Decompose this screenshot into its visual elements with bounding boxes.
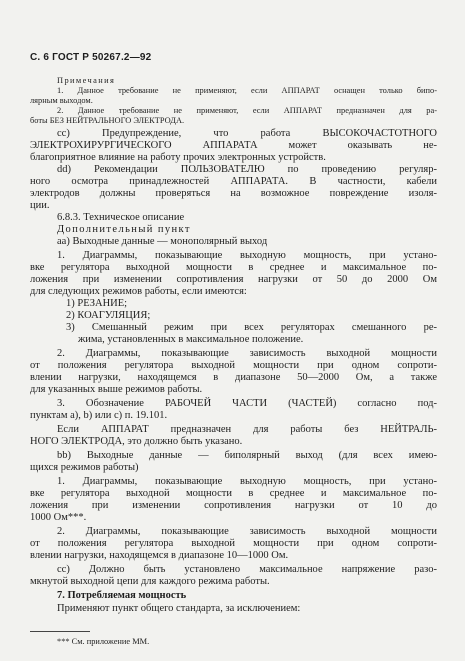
aa-point-2-line-1: 2. Диаграммы, показывающие зависимость выходной мощности <box>57 348 437 359</box>
aa-point-1-line-4: для следующих режимов работы, если имеются: <box>30 286 247 297</box>
bb-point-1-line-4: 1000 Ом***. <box>30 512 87 523</box>
item-bb-line-1: bb) Выходные данные — биполярный выход (для всех имею- <box>57 450 437 461</box>
footnote-divider <box>30 631 90 632</box>
item-dd-line-4: ции. <box>30 200 50 211</box>
page-header: С. 6 ГОСТ Р 50267.2—92 <box>30 52 152 63</box>
bb-point-2-line-1: 2. Диаграммы, показывающие зависимость выходной мощности <box>57 526 437 537</box>
note-2-line-1: 2. Данное требование не применяют, если АППАРАТ предназначен для ра- <box>57 106 437 115</box>
aa-point-1-line-3: ложения при изменении сопротивления нагрузки от 50 до 2000 Ом <box>30 274 437 285</box>
additional-clause-title: Дополнительный пункт <box>57 224 191 235</box>
item-dd-line-3: электродов должны проверяться на возможное повреждение изоля- <box>30 188 437 199</box>
section-7-text: Применяют пункт общего стандарта, за исключением: <box>57 603 301 614</box>
note-1-line-2: лярным выходом. <box>30 96 93 105</box>
aa-point-1-line-1: 1. Диаграммы, показывающие выходную мощность, при устано- <box>57 250 437 261</box>
item-dd-line-1: dd) Рекомендации ПОЛЬЗОВАТЕЛЮ по проведению регуляр- <box>57 164 437 175</box>
aa-point-1-line-2: вке регулятора выходной мощности в среднее и максимальное по- <box>30 262 437 273</box>
mode-mixed-line-2: жима, установленных в максимальное положение. <box>78 334 304 345</box>
bb-point-1-line-1: 1. Диаграммы, показывающие выходную мощность, при устано- <box>57 476 437 487</box>
bb-point-1-line-3: ложения при изменении сопротивления нагрузки от 10 до <box>30 500 437 511</box>
note-2-line-2: боты БЕЗ НЕЙТРАЛЬНОГО ЭЛЕКТРОДА. <box>30 116 185 125</box>
section-7-title: 7. Потребляемая мощность <box>57 590 187 601</box>
item-cc2-line-2: мкнутой выходной цепи для каждого режима работы. <box>30 576 270 587</box>
aa-point-2-line-2: от положения регулятора выходной мощности при одном сопроти- <box>30 360 437 371</box>
item-cc2-line-1: cc) Должно быть установлено максимальное напряжение разо- <box>57 564 437 575</box>
item-cc-line-1: cc) Предупреждение, что работа ВЫСОКОЧАСТОТНОГО <box>57 128 437 139</box>
item-cc-line-2: ЭЛЕКТРОХИРУРГИЧЕСКОГО АППАРАТА может оказывать не- <box>30 140 437 151</box>
aa-point-3-line-2: пунктам a), b) или c) п. 19.101. <box>30 410 168 421</box>
aa-point-2-line-3: влении нагрузки, находящемся в диапазоне 50—2000 Ом, а также <box>30 372 437 383</box>
footnote: *** См. приложение ММ. <box>57 637 150 646</box>
aa-note-line-1: Если АППАРАТ предназначен для работы без НЕЙТРАЛЬ- <box>57 424 437 435</box>
mode-coagulation: 2) КОАГУЛЯЦИЯ; <box>66 310 151 321</box>
bb-point-1-line-2: вке регулятора выходной мощности в среднее и максимальное по- <box>30 488 437 499</box>
bb-point-2-line-3: влении нагрузки, находящемся в диапазоне 10—1000 Ом. <box>30 550 289 561</box>
item-dd-line-2: ного осмотра принадлежностей АППАРАТА. В частности, кабели <box>30 176 437 187</box>
aa-point-3-line-1: 3. Обозначение РАБОЧЕЙ ЧАСТИ (ЧАСТЕЙ) согласно под- <box>57 398 437 409</box>
item-bb-line-2: щихся режимов работы) <box>30 462 139 473</box>
mode-mixed-line-1: 3) Смешанный режим при всех регуляторах смешанного ре- <box>66 322 437 333</box>
aa-note-line-2: НОГО ЭЛЕКТРОДА, это должно быть указано. <box>30 436 243 447</box>
item-cc-line-3: благоприятное влияние на работу прочих электронных устройств. <box>30 152 326 163</box>
bb-point-2-line-2: от положения регулятора выходной мощности при одном сопроти- <box>30 538 437 549</box>
mode-cutting: 1) РЕЗАНИЕ; <box>66 298 128 309</box>
note-1-line-1: 1. Данное требование не применяют, если АППАРАТ оснащен только бипо- <box>57 86 437 95</box>
notes-title: Примечания <box>57 76 116 85</box>
aa-point-2-line-4: для указанных выше режимов работы. <box>30 384 203 395</box>
section-6-8-3-title: 6.8.3. Техническое описание <box>57 212 185 223</box>
item-aa: aa) Выходные данные — монополярный выход <box>57 236 268 247</box>
